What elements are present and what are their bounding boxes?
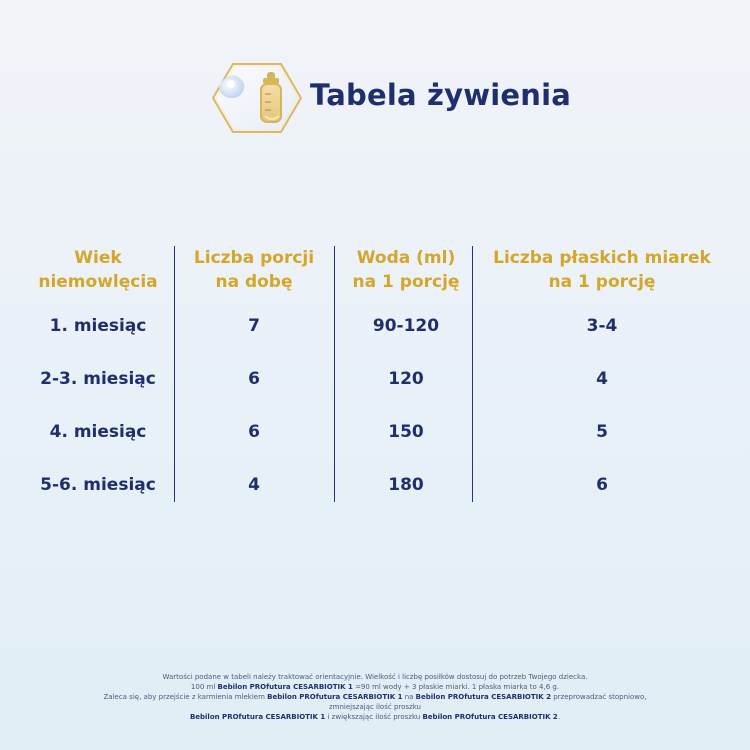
table-cell-scoops: 5 bbox=[596, 422, 608, 442]
table-cell-portions: 4 bbox=[248, 475, 260, 495]
table-cell-age: 1. miesiąc bbox=[49, 316, 147, 336]
table-cell-water: 120 bbox=[388, 369, 424, 389]
feeding-table bbox=[28, 246, 728, 506]
column-divider bbox=[472, 246, 473, 502]
header bbox=[0, 56, 750, 140]
table-cell-scoops: 3-4 bbox=[586, 316, 618, 336]
footnote-line: Bebilon PROfutura CESARBIOTIK 1 i zwiększając ilość proszku Bebilon PROfutura CESARBIOTIK 2. bbox=[189, 713, 561, 721]
table-cell-age: 5-6. miesiąc bbox=[40, 475, 156, 495]
col-header-portions: Liczba porcji na dobę bbox=[193, 248, 315, 292]
baby-bottle-icon bbox=[205, 56, 305, 140]
table-cell-water: 90-120 bbox=[372, 316, 440, 336]
footnote-line: Zaleca się, aby przejście z karmienia mlekiem Bebilon PROfutura CESARBIOTIK 1 na Bebilon PROfutura CESARBIOTIK 2 przeprowadzać stopniowo, bbox=[103, 693, 647, 701]
footnote bbox=[0, 672, 750, 722]
column-divider bbox=[334, 246, 335, 502]
col-header-scoops: Liczba płaskich miarek na 1 porcję bbox=[493, 248, 711, 292]
footnote-line: zmniejszając ilość proszku bbox=[329, 703, 421, 711]
footnote-line: Wartości podane w tabeli należy traktować orientacyjnie. Wielkość i liczbę posiłków dostosuj do potrzeb Twojego dziecka. bbox=[162, 673, 588, 681]
table-cell-scoops: 6 bbox=[596, 475, 608, 495]
table-cell-age: 4. miesiąc bbox=[49, 422, 147, 442]
table-cell-water: 150 bbox=[388, 422, 424, 442]
table-cell-scoops: 4 bbox=[596, 369, 608, 389]
col-header-water: Woda (ml) na 1 porcję bbox=[352, 248, 460, 292]
table-cell-portions: 6 bbox=[248, 422, 260, 442]
column-divider bbox=[174, 246, 175, 502]
page-title: Tabela żywienia bbox=[310, 78, 571, 112]
table-cell-portions: 6 bbox=[248, 369, 260, 389]
table-cell-water: 180 bbox=[388, 475, 424, 495]
footnote-line: 100 ml Bebilon PROfutura CESARBIOTIK 1 =90 ml wody + 3 płaskie miarki. 1 płaska miarka to 4,6 g. bbox=[190, 683, 560, 691]
col-header-age: Wiek niemowlęcia bbox=[38, 248, 158, 292]
table-cell-age: 2-3. miesiąc bbox=[40, 369, 156, 389]
table-cell-portions: 7 bbox=[248, 316, 260, 336]
